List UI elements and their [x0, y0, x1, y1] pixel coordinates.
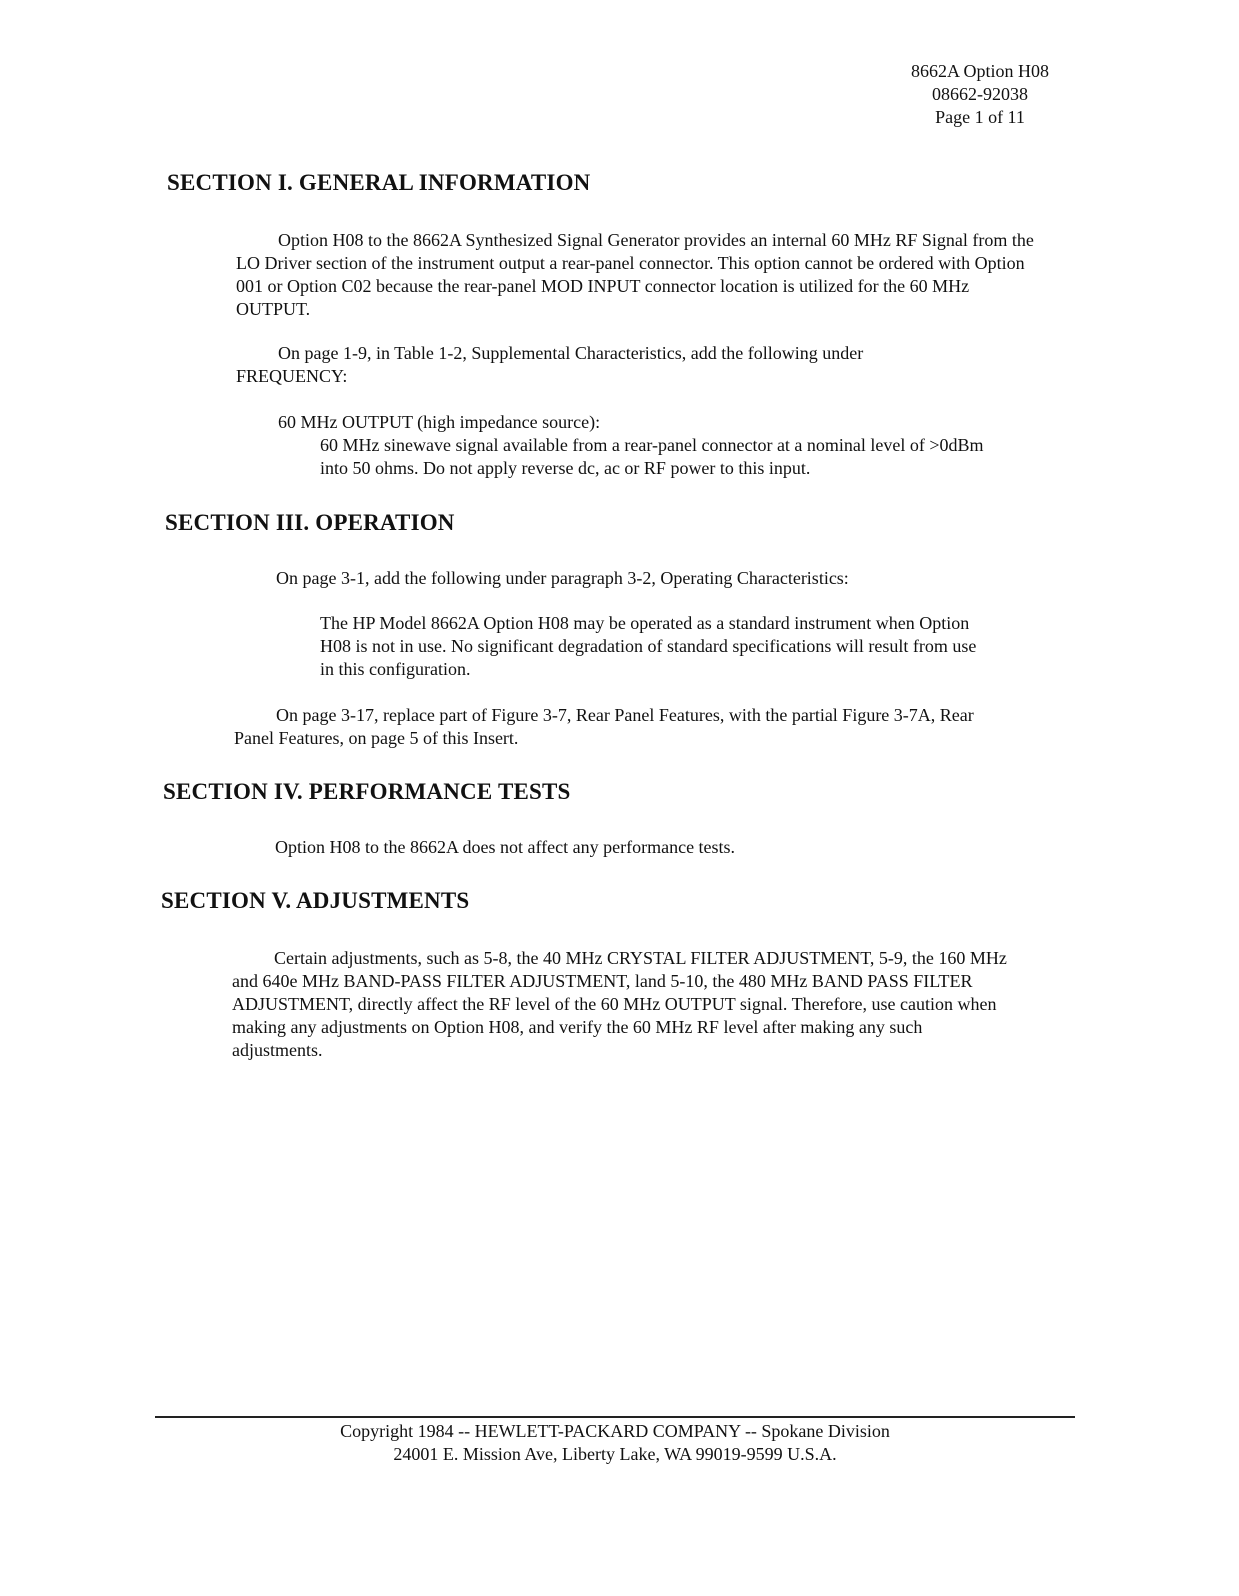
- header-part-number: 08662-92038: [932, 84, 1028, 104]
- footer-copyright: Copyright 1984 -- HEWLETT-PACKARD COMPANY -- Spokane Division: [340, 1421, 890, 1441]
- section-1-paragraph-2: On page 1-9, in Table 1-2, Supplemental Characteristics, add the following under FREQUENCY:: [236, 343, 864, 386]
- section-5-paragraph-1: Certain adjustments, such as 5-8, the 40 MHz CRYSTAL FILTER ADJUSTMENT, 5-9, the 160 MHz and 640e MHz BAND-PASS FILTER ADJUSTMENT, land 5-10, the 480 MHz BAND PASS FILTER ADJUSTMENT, directly affect the RF level of the 60 MHz OUTPUT signal. Therefore, use caution when making any adjustments on Option H08, and verify the 60 MHz RF level after making any such adjustments.: [232, 948, 1007, 1060]
- section-3-paragraph-2: The HP Model 8662A Option H08 may be operated as a standard instrument when Option H08 is not in use. No significant degradation of standard specifications will result from use in this configuration.: [320, 613, 977, 679]
- section-5-heading: SECTION V. ADJUSTMENTS: [161, 888, 470, 913]
- section-3-heading: SECTION III. OPERATION: [165, 510, 455, 535]
- section-1-paragraph-1: Option H08 to the 8662A Synthesized Signal Generator provides an internal 60 MHz RF Signal from the LO Driver section of the instrument output a rear-panel connector. This option cannot be ordered with Option 001 or Option C02 because the rear-panel MOD INPUT connector location is utilized for the 60 MHz OUTPUT.: [236, 230, 1034, 319]
- header-page-number: Page 1 of 11: [935, 107, 1025, 127]
- spec-title: 60 MHz OUTPUT (high impedance source):: [278, 412, 601, 432]
- header-model: 8662A Option H08: [910, 61, 1049, 81]
- footer: [155, 1420, 1075, 1466]
- section-3-paragraph-1: On page 3-1, add the following under paragraph 3-2, Operating Characteristics:: [276, 568, 849, 588]
- section-4-paragraph-1: Option H08 to the 8662A does not affect any performance tests.: [275, 837, 736, 857]
- spec-body: 60 MHz sinewave signal available from a rear-panel connector at a nominal level of >0dBm into 50 ohms. Do not apply reverse dc, ac or RF power to this input.: [320, 435, 984, 478]
- section-3-paragraph-3: On page 3-17, replace part of Figure 3-7, Rear Panel Features, with the partial Figure 3-7A, Rear Panel Features, on page 5 of this Insert.: [234, 705, 974, 748]
- footer-divider: [155, 1416, 1075, 1418]
- section-1-heading: SECTION I. GENERAL INFORMATION: [167, 170, 591, 195]
- footer-address: 24001 E. Mission Ave, Liberty Lake, WA 99019-9599 U.S.A.: [393, 1444, 837, 1464]
- section-4-heading: SECTION IV. PERFORMANCE TESTS: [163, 779, 571, 804]
- document-header: [880, 60, 1080, 129]
